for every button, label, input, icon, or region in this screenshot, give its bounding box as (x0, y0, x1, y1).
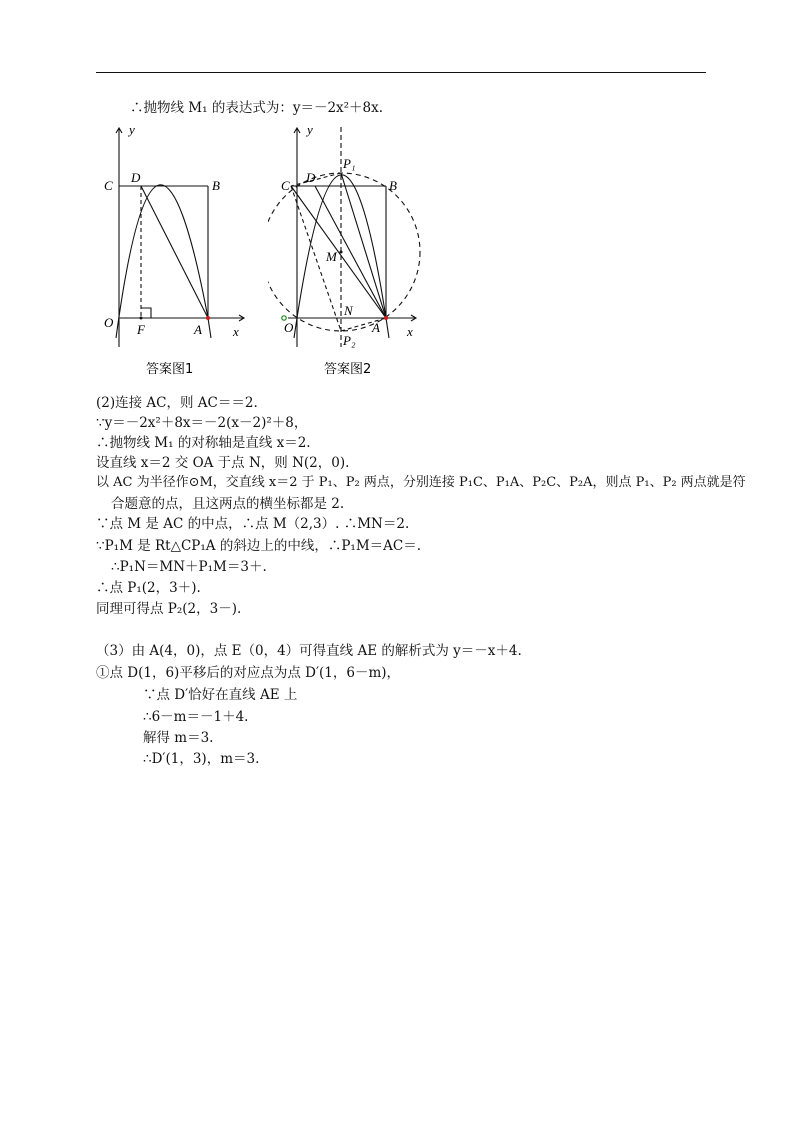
segment-P1A (341, 173, 386, 318)
text-line-9: ∵P₁M 是 Rt△CP₁A 的斜边上的中线，∴P₁M＝AC＝. (96, 538, 422, 554)
text-line-3: ∵y＝－2x²＋8x＝－2(x－2)²＋8， (96, 415, 308, 431)
label-N: N (344, 303, 353, 318)
text-line-4: ∴抛物线 M₁ 的对称轴是直线 x＝2. (96, 435, 311, 451)
point-M-dot (340, 251, 343, 254)
parabola-M1 (116, 185, 211, 338)
text-line-1: ∴抛物线 M₁ 的表达式为：y＝－2x²＋8x. (130, 100, 384, 116)
text-line-10: ∴P₁N＝MN＋P₁M＝3＋. (111, 559, 267, 575)
label-C: C (281, 178, 290, 193)
text-line-16: ∴6－m＝－1＋4. (143, 709, 249, 725)
point-A-dot (384, 316, 388, 320)
header-rule (96, 72, 706, 73)
text-line-5: 设直线 x＝2 交 OA 于点 N，则 N(2，0). (96, 455, 350, 471)
label-y: y (129, 122, 135, 137)
text-line-7: 合题意的点，且这两点的横坐标都是 2. (111, 496, 345, 512)
segment-DA (141, 186, 208, 318)
text-line-15: ∵点 D′恰好在直线 AE 上 (143, 687, 298, 703)
label-C: C (104, 178, 113, 193)
figure-caption-1: 答案图1 (146, 362, 194, 377)
text-line-6: 以 AC 为半径作⊙M，交直线 x＝2 于 P₁、P₂ 两点，分别连接 P₁C、P₁A、P₂C、P₂A，则点 P₁、P₂ 两点就是符 (96, 475, 746, 490)
segment-CA (291, 186, 386, 318)
text-line-8: ∵点 M 是 AC 的中点，∴点 M（2,3）. ∴MN＝2. (96, 516, 410, 532)
label-B: B (212, 178, 220, 193)
point-A-dot (206, 316, 210, 320)
label-A: A (372, 320, 380, 335)
text-line-17: 解得 m＝3. (143, 730, 214, 746)
label-A: A (194, 322, 202, 337)
text-line-11: ∴点 P₁(2，3＋). (96, 580, 201, 596)
label-x: x (407, 324, 413, 339)
figure-2 (268, 122, 428, 380)
label-x: x (233, 324, 239, 339)
label-F: F (137, 322, 145, 337)
text-line-14: ①点 D(1，6)平移后的对应点为点 D′(1，6－m)， (96, 665, 401, 681)
label-O: O (104, 315, 114, 330)
label-D: D (306, 170, 316, 185)
label-B: B (389, 178, 397, 193)
label-P2: P₂ (343, 333, 356, 348)
label-P1: P₁ (343, 156, 356, 171)
point-F-dot (140, 317, 143, 320)
figure-caption-2: 答案图2 (324, 362, 372, 377)
label-y: y (307, 122, 313, 137)
figure-1 (96, 122, 256, 380)
text-line-18: ∴D′(1，3)，m＝3. (143, 751, 260, 767)
right-angle-mark (141, 308, 151, 318)
label-O: O (284, 320, 294, 335)
label-M: M (326, 249, 337, 264)
text-line-2: (2)连接 AC，则 AC＝＝2. (96, 395, 258, 411)
label-D: D (131, 170, 141, 185)
text-line-12: 同理可得点 P₂(2，3－). (96, 601, 242, 617)
text-line-13: （3）由 A(4，0)，点 E（0，4）可得直线 AE 的解析式为 y＝－x＋4. (96, 643, 522, 659)
